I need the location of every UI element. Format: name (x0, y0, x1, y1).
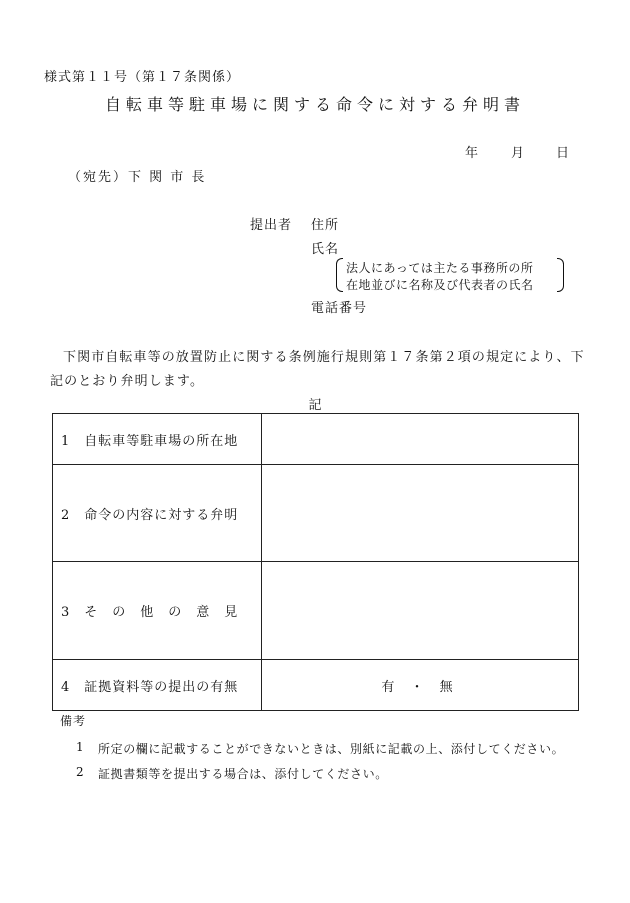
date-year-label: 年 (465, 146, 479, 161)
notes-heading: 備考 (60, 714, 87, 728)
address-label: 住所 (311, 218, 340, 233)
corporation-note (336, 258, 564, 292)
evidence-yes-no-field[interactable]: 有 ・ 無 (262, 660, 579, 711)
table-row (53, 562, 579, 660)
name-label: 氏名 (311, 242, 340, 257)
other-opinion-field[interactable] (262, 562, 579, 660)
row-label: 1 自転車等駐車場の所在地 (53, 414, 262, 465)
addressee: （宛先）下 関 市 長 (68, 170, 207, 185)
row-label: 2 命令の内容に対する弁明 (53, 465, 262, 562)
note-number: 1 (76, 740, 85, 754)
left-bracket (336, 258, 343, 292)
note-text: 所定の欄に記載することができないときは、別紙に記載の上、添付してください。 (98, 742, 565, 756)
table-row (53, 465, 579, 562)
table-row (53, 414, 579, 465)
location-field[interactable] (262, 414, 579, 465)
note-text: 証拠書類等を提出する場合は、添付してください。 (98, 767, 388, 781)
table-row (53, 660, 579, 711)
submitter-label: 提出者 (250, 218, 293, 233)
row-label: 3 そ の 他 の 意 見 (53, 562, 262, 660)
date-day-label: 日 (556, 146, 570, 161)
explanation-field[interactable] (262, 465, 579, 562)
note-number: 2 (76, 765, 85, 779)
body-text: 下関市自転車等の放置防止に関する条例施行規則第１７条第２項の規定により、下記のとおり弁明します。 (50, 350, 585, 389)
row-label: 4 証拠資料等の提出の有無 (53, 660, 262, 711)
phone-label: 電話番号 (311, 301, 368, 316)
form-number: 様式第１１号（第１７条関係） (44, 70, 241, 85)
explanation-table (52, 413, 579, 711)
corp-note-line-2: 在地並びに名称及び代表者の氏名 (346, 278, 534, 292)
date-month-label: 月 (511, 146, 525, 161)
right-bracket (557, 258, 564, 292)
corp-note-line-1: 法人にあっては主たる事務所の所 (346, 261, 534, 275)
document-title: 自転車等駐車場に関する命令に対する弁明書 (104, 95, 525, 114)
ki-heading: 記 (308, 398, 322, 413)
